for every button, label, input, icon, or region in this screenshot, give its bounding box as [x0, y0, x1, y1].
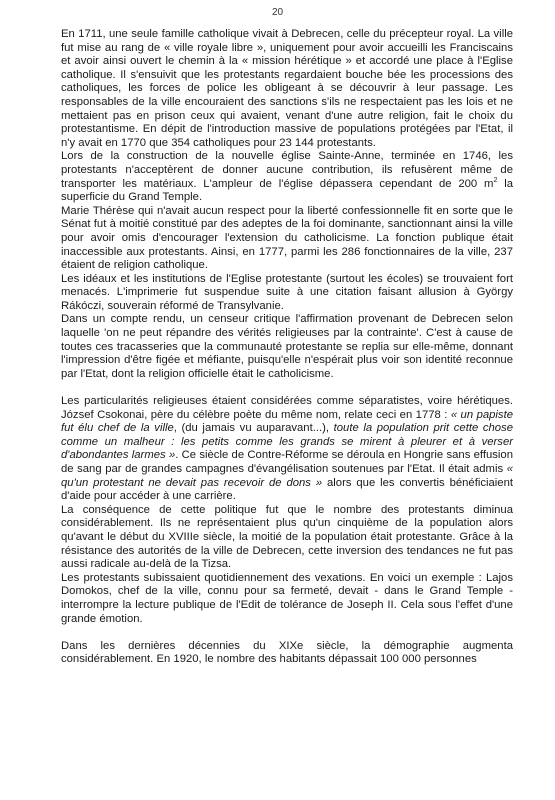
paragraph-4: Les idéaux et les institutions de l'Eglise protestante (surtout les écoles) se trouvaient fort menacés. L'imprimerie fut suspendue suite à une citation faisant allusion à György Rákóczi, souverain réformé de Transylvanie.	[61, 272, 513, 312]
paragraph-2	[61, 150, 513, 204]
paragraph-2-text: Lors de la construction de la nouvelle église Sainte-Anne, terminée en 1746, les protestants n'acceptèrent de donner aucune contribution, ils refusèrent même de transporter les matériaux. L'ampleur de l'église dépassera cependant de 200 m	[61, 150, 513, 190]
paragraph-6-text: Les particularités religieuses étaient considérées comme séparatistes, voire hérétiques. József Csokonai, père du célèbre poète du même nom, relate ceci en 1778 :	[61, 395, 513, 421]
quote-1: « un papiste fut élu chef de la ville	[61, 408, 513, 435]
paragraph-6-end: alors que les convertis bénéficiaient d'aide pour accéder à une carrière.	[61, 476, 514, 503]
paragraph-9: Dans les dernières décennies du XIXe siècle, la démographie augmenta considérablement. En 1920, le nombre des habitants dépassait 100 000 personnes	[61, 639, 513, 666]
paragraph-3: Marie Thérèse qui n'avait aucun respect pour la liberté confessionnelle fit en sorte que le Sénat fut à moitié constitué par des adeptes de la foi dominante, sanctionnant ainsi la ville pour avoir omis d'encourager l'extension du catholicisme. La fonction publique était inaccessible aux protestants. Ainsi, en 1777, parmi les 286 fonctionnaires de la ville, 237 étaient de religion catholique.	[61, 204, 513, 272]
page-number: 20	[271, 7, 284, 18]
document-body	[61, 28, 513, 667]
paragraph-2-end: la superficie du Grand Temple.	[61, 177, 513, 204]
paragraph-6	[61, 395, 513, 504]
superscript-2: 2	[493, 176, 498, 184]
paragraph-5: Dans un compte rendu, un censeur critique l'affirmation provenant de Debrecen selon laquelle 'on ne peut répandre des vérités religieuses par la contrainte'. C'est à cause de toutes ces tracasseries que la communauté protestante se replia sur elle-même, donnant l'impression d'être figée et méfiante, puisqu'elle n'espérait plus voir son identité reconnue par l'Etat, dont la religion officielle était le catholicisme.	[61, 313, 513, 380]
paragraph-6-continued: . Ce siècle de Contre-Réforme se déroula en Hongrie sans effusion de sang par de grandes campagnes d'évangélisation soutenues par l'Etat. Il était admis	[61, 449, 513, 475]
quote-2: toute la population prit cette chose comme un malheur : les petits comme les grands se mirent à pleurer et à verser d'abondantes larmes »	[61, 422, 513, 462]
quote-3: « qu'un protestant ne devait pas recevoir de dons »	[61, 463, 513, 489]
paragraph-8: Les protestants subissaient quotidiennement des vexations. En voici un exemple : Lajos Domokos, chef de la ville, connu pour sa fermeté, devait - dans le Grand Temple - interrompre la lecture publique de l'Edit de tolérance de Joseph II. Cela sous l'effet d'une grande émotion.	[61, 571, 513, 625]
paragraph-1: En 1711, une seule famille catholique vivait à Debrecen, celle du précepteur royal. La ville fut mise au rang de « ville royale libre », uniquement pour avoir accueilli les Franciscains et avoir ainsi ouvert le chemin à la « mission hérétique » et accordé une place à l'Eglise catholique. Il s'ensuivit que les protestants regardaient bouche bée les processions des catholiques, les forces de police les obligeant à se découvrir à leur passage. Les responsables de la ville encouraient des sanctions s'ils ne respectaient pas les lois et ne mettaient pas en prison ceux qui avaient, venant d'une autre religion, fait le choix du protestantisme. En dépit de l'introduction massive de populations protégées par l'Etat, il n'y avait en 1770 que 354 catholiques pour 23 144 protestants.	[61, 28, 513, 149]
paragraph-6-aside: , (du jamais vu auparavant...),	[173, 422, 334, 435]
paragraph-7: La conséquence de cette politique fut que le nombre des protestants diminua considérablement. Ils ne représentaient plus qu'un cinquième de la population alors qu'avant le début du XVIIIe siècle, la moitié de la population était protestante. Grâce à la résistance des autorités de la ville de Debrecen, cette inversion des tendances ne fut pas aussi radicale au-delà de la Tizsa.	[61, 503, 513, 571]
paragraph-gap	[61, 626, 513, 640]
paragraph-gap	[61, 381, 513, 395]
